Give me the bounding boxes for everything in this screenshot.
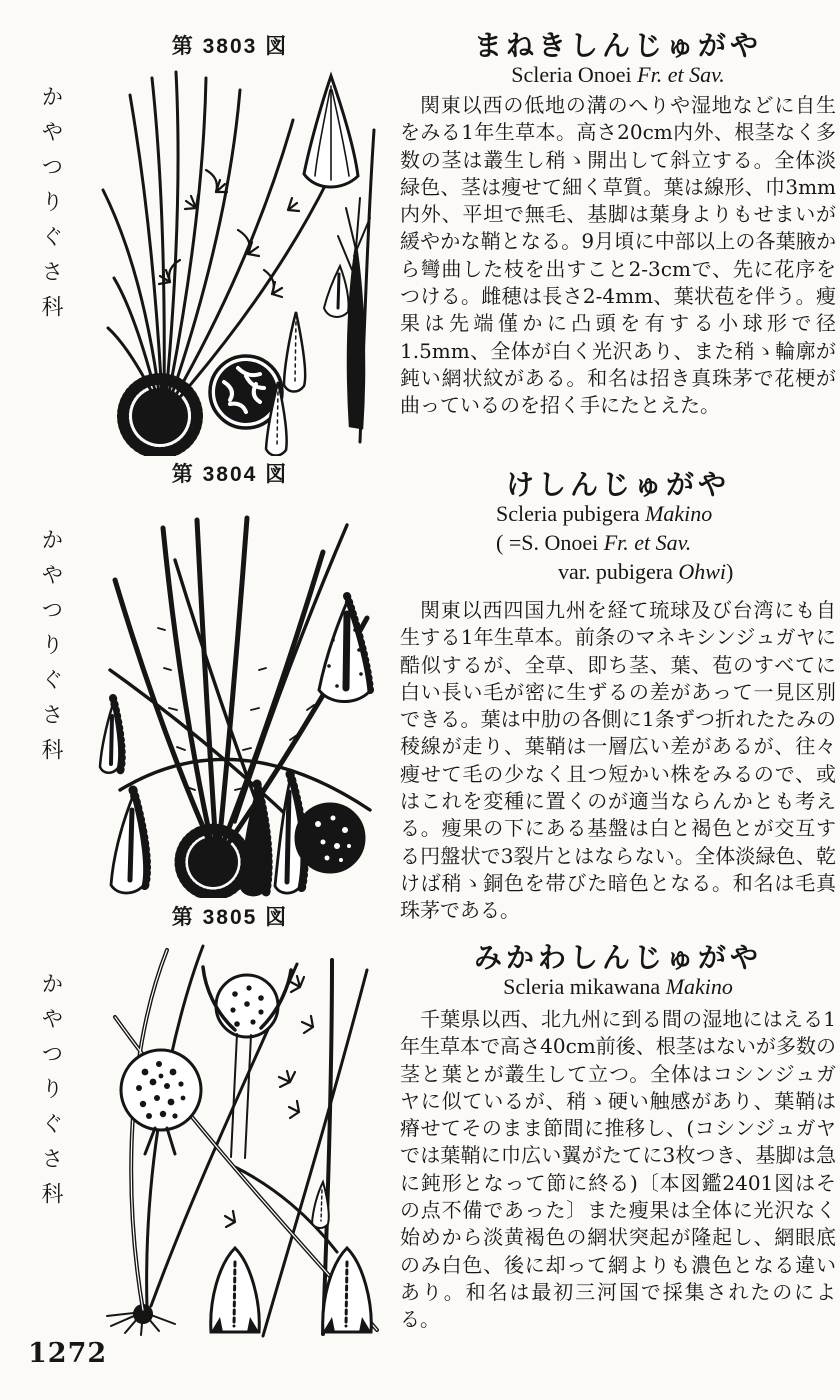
entry-body-3: 千葉県以西、北九州に到る間の湿地にはえる1年生草本で高さ40cm前後、根茎はないが多数の茎と葉とが叢生して立つ。全体はコシンジュガヤに似ているが、稍ゝ硬い触感があり、葉鞘は瘠せてそのまま節間に推移し、(コシンジュガヤでは葉鞘に巾広い翼がたてに3枚つき、基脚は急に鈍形となって節に終る)〔本図鑑2401図はその点不備であった〕また瘦果は全体に光沢なく始めから淡黄褐色の網状突起が隆起し、網眼底のみ白色、後に却って網よりも濃色となる違いあり。和名は最初三河国で採集されたのによる。 <box>400 1007 836 1332</box>
latin-line-3: var. pubigera Ohwi) <box>558 559 734 584</box>
latin-line-2: ( =S. Onoei Fr. et Sav. <box>496 530 692 555</box>
figure-caption-3803: 第 3803 図 <box>171 35 289 58</box>
family-label-1: かやつりぐさ科 <box>39 85 64 330</box>
botanical-illustration-3805 <box>85 932 385 1340</box>
family-label-2: かやつりぐさ科 <box>39 528 64 773</box>
latin-name-3: Scleria mikawana Makino <box>503 974 733 999</box>
latin-line-1: Scleria pubigera Makino <box>496 501 713 526</box>
botanical-illustration-3804 <box>85 490 385 898</box>
botanical-illustration-3803 <box>88 60 376 456</box>
page-number: 1272 <box>28 1338 108 1369</box>
family-label-3: かやつりぐさ科 <box>39 972 64 1217</box>
latin-name-1: Scleria Onoei Fr. et Sav. <box>511 62 725 87</box>
entry-body-1: 関東以西の低地の溝のへりや湿地などに自生をみる1年生草本。高さ20cm内外、根茎なく多数の茎は叢生し稍ゝ開出して斜立する。全体淡緑色、茎は瘦せて細く草質。葉は線形、巾3mm内外、平坦で無毛、基脚は葉身よりもせまいが緩やかな鞘となる。9月頃に中部以上の各葉腋から彎曲した枝を出すこと2-3cmで、先に花序をつける。雌穂は長さ2-4mm、葉状苞を伴う。瘦果は先端僅かに凸頭を有する小球形で径1.5mm、全体が白く光沢あり、また稍ゝ輪廓が鈍い網状紋がある。和名は招き真珠茅で花梗が曲っているのを招く手にたとえた。 <box>400 93 836 418</box>
entry-title-2: けしんじゅがや <box>505 469 730 500</box>
latin-name-2 <box>398 499 838 586</box>
entry-title-1: まねきしんじゅがや <box>473 30 762 61</box>
entry-body-2: 関東以西四国九州を経て琉球及び台湾にも自生する1年生草本。前条のマネキシンジュガヤに酷似するが、全草、即ち茎、葉、苞のすべてに白い長い毛が密に生ずるの差があって一見区別できる。葉は中肋の各側に1条ずつ折れたたみの稜線が走り、葉鞘は一層広い差があるが、往々瘦せて毛の少なく且つ短かい株をみるので、或はこれを変種に置くのが適当ならんかとも考える。瘦果の下にある基盤は白と褐色とが交互する円盤状で3裂片とはならない。全体淡緑色、乾けば稍ゝ銅色を帯びた暗色となる。和名は毛真珠茅である。 <box>400 598 836 923</box>
entry-title-3: みかわしんじゅがや <box>473 942 762 973</box>
figure-caption-3805: 第 3805 図 <box>171 906 289 929</box>
figure-caption-3804: 第 3804 図 <box>171 463 289 486</box>
